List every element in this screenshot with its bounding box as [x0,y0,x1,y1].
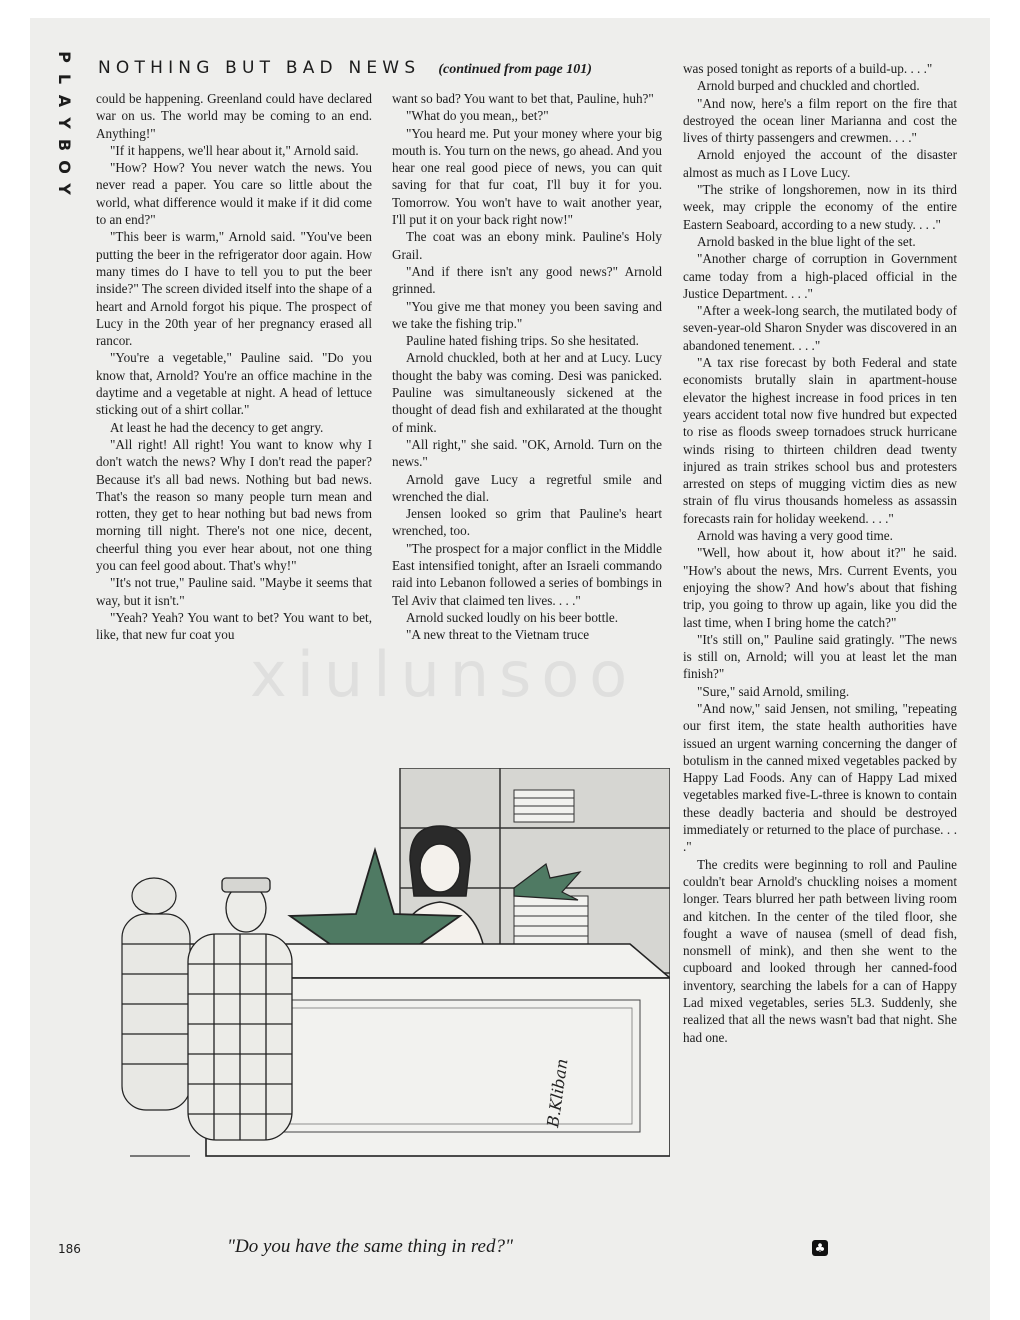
paragraph: "If it happens, we'll hear about it," Arnold said. [110,142,359,158]
paragraph: At least he had the decency to get angry. [110,419,324,435]
paragraph: was posed tonight as reports of a build-up. . . ." [683,61,933,76]
paragraph: "After a week-long search, the mutilated body of seven-year-old Sharon Snyder was discovered in an abandoned tenement. . . ." [683,303,957,353]
paragraph: "Well, how about it, how about it?" he said. "How's about the news, Mrs. Current Events, you enjoying the show? And how's about that fishing trip, you going to throw up again, like you did the last time, when I bring home the catch?" [683,545,957,630]
continued-note: (continued from page 101) [438,62,592,77]
cartoon-illustration [110,768,670,1178]
magazine-letter: L [54,73,74,85]
paragraph: Arnold was having a very good time. [697,528,893,544]
magazine-letter: Y [55,183,74,195]
paragraph: Arnold enjoyed the account of the disaster almost as much as I Love Lucy. [683,147,957,180]
text-column-3 [683,60,957,1046]
paragraph: "And now," said Jensen, not smiling, "repeating our first item, the state health authorities have issued an urgent warning concerning the danger of botulism in the canned mixed vegetables packed by Happy Lad Foods. Any can of Happy Lad mixed vegetables marked five-L-three is known to contain these deadly bacteria and should be destroyed immediately or returned to the place of purchase. . . ." [683,700,957,855]
paragraph: Arnold gave Lucy a regretful smile and wrenched the dial. [392,471,662,504]
magazine-letter: A [54,94,74,108]
paragraph: Jensen looked so grim that Pauline's heart wrenched, too. [392,506,662,539]
paragraph: "It's not true," Pauline said. "Maybe it seems that way, but it isn't." [96,575,372,608]
paragraph: "Yeah? Yeah? You want to bet? You want to bet, like, that new fur coat you [96,609,372,643]
paragraph: "You're a vegetable," Pauline said. "Do you know that, Arnold? You're an office machine in the daytime and a vegetable at night. A head of lettuce sticking out of a shirt collar." [96,350,372,418]
paragraph: "And if there isn't any good news?" Arnold grinned. [392,263,662,297]
paragraph: The coat was an ebony mink. Pauline's Holy Grail. [392,229,662,262]
cartoon-caption: "Do you have the same thing in red?" [227,1236,513,1257]
customer-back [122,878,190,1110]
magazine-letter: B [54,138,74,152]
paragraph: want so bad? You want to bet that, Pauline, huh?" [392,91,654,106]
article-title: NOTHING BUT BAD NEWS [98,58,421,78]
magazine-vertical-title [52,46,76,200]
bunny-logo-icon: ♣ [812,1240,828,1256]
text-column-1 [96,90,372,644]
text-column-2 [392,90,662,644]
magazine-letter: O [54,160,74,174]
paragraph: "This beer is warm," Arnold said. "You've been putting the beer in the refrigerator door again. How many times do I have to tell you to put the beer inside?" The screen divided itself into the shape of a heart and Arnold forgot his pique. The prospect of Lucy in the 20th year of her pregnancy erased all rancor. [96,229,372,349]
folded-stack [514,790,574,822]
paragraph: "All right! All right! You want to know why I don't watch the news? Why I don't read the paper? Because it's all bad news. Nothing but bad news. That's the reason so many people turn mean and rotten, they get to hear nothing but bad news from morning till night. There's not one nice, decent, cheerful thing you ever hear about, not one thing you can feel good about. That's why!" [96,436,372,574]
paragraph: Arnold burped and chuckled and chortled. [697,78,920,94]
paragraph: "How? How? You never watch the news. You never read a paper. You care so little about the world, what difference would it make if it did come to an end?" [96,160,372,228]
paragraph: "The strike of longshoremen, now in its third week, may cripple the economy of the entire Eastern Seaboard, according to a new study. . . ." [683,182,957,232]
paragraph: "You give me that money you been saving and we take the fishing trip." [392,298,662,331]
paragraph: The credits were beginning to roll and Pauline couldn't bear Arnold's chuckling noises a moment longer. Tears blurred her path between living room and kitchen. In the center of the tiled floor, she fought a wave of nausea (smell of dead fish, nonsmell of mink), and then she went to the cupboard and looked through her canned-food inventory, searching the labels for a can of Happy Lad mixed vegetables, series 5L3. Suddenly, she realized that all the news wasn't bad that night. She had one. [683,856,957,1045]
magazine-letter: P [54,51,74,63]
paragraph: "Sure," said Arnold, smiling. [697,683,850,699]
paragraph: "What do you mean,, bet?" [406,108,549,124]
paragraph: "A new threat to the Vietnam truce [406,627,590,643]
paragraph: "It's still on," Pauline said gratingly. "The news is still on, Arnold; will you at least let the man finish?" [683,631,957,682]
paragraph: "Another charge of corruption in Government came today from a high-placed official in the Justice Department. . . ." [683,251,957,301]
paragraph: "All right," she said. "OK, Arnold. Turn on the news." [392,436,662,470]
page-number: 186 [58,1242,81,1256]
paragraph: Arnold basked in the blue light of the set. [697,233,916,249]
paragraph: Arnold chuckled, both at her and at Lucy. Lucy thought the baby was coming. Desi was panicked. Pauline was simultaneously sickened at the thought of dead fish and exhilarated at the thought of mink. [392,350,662,435]
magazine-letter: Y [55,117,74,129]
article-header [98,58,592,78]
paragraph: "You heard me. Put your money where your big mouth is. You turn on the news, go ahead. And you hear one real good piece of news, you can quit saving for that fur coat, I'll buy it for you. Tomorrow. You won't have to wait another year, I'll put it on your back right now!" [392,125,662,228]
paragraph: Arnold sucked loudly on his beer bottle. [406,609,619,625]
paragraph: "The prospect for a major conflict in the Middle East intensified tonight, after an Israeli commando raid into Lebanon followed a series of bombings in Tel Aviv that claimed ten lives. . . ." [392,540,662,608]
paragraph: could be happening. Greenland could have declared war on us. The world may be coming to an end. Anything!" [96,91,372,141]
paragraph: Pauline hated fishing trips. So she hesitated. [406,333,639,349]
customer-front [188,878,292,1140]
paragraph: "A tax rise forecast by both Federal and state economists brutally slain in apartment-house elevator the highest increase in food prices in ten years accident total now five hundred but expected to rise as floods sweep tornadoes struck hurricane winds rising to thirteen children dead twenty injured as train strikes school bus and protesters arrested on steps of mugging victim dies as new strain of flu virus thousands homeless as assassin forecasts rain for holiday weekend. . . ." [683,355,957,526]
cartoon-signature: B.Kliban [543,1057,572,1129]
paragraph: "And now, here's a film report on the fire that destroyed the ocean liner Marianna and cost the lives of thirty passengers and crewmen. . . ." [683,95,957,146]
